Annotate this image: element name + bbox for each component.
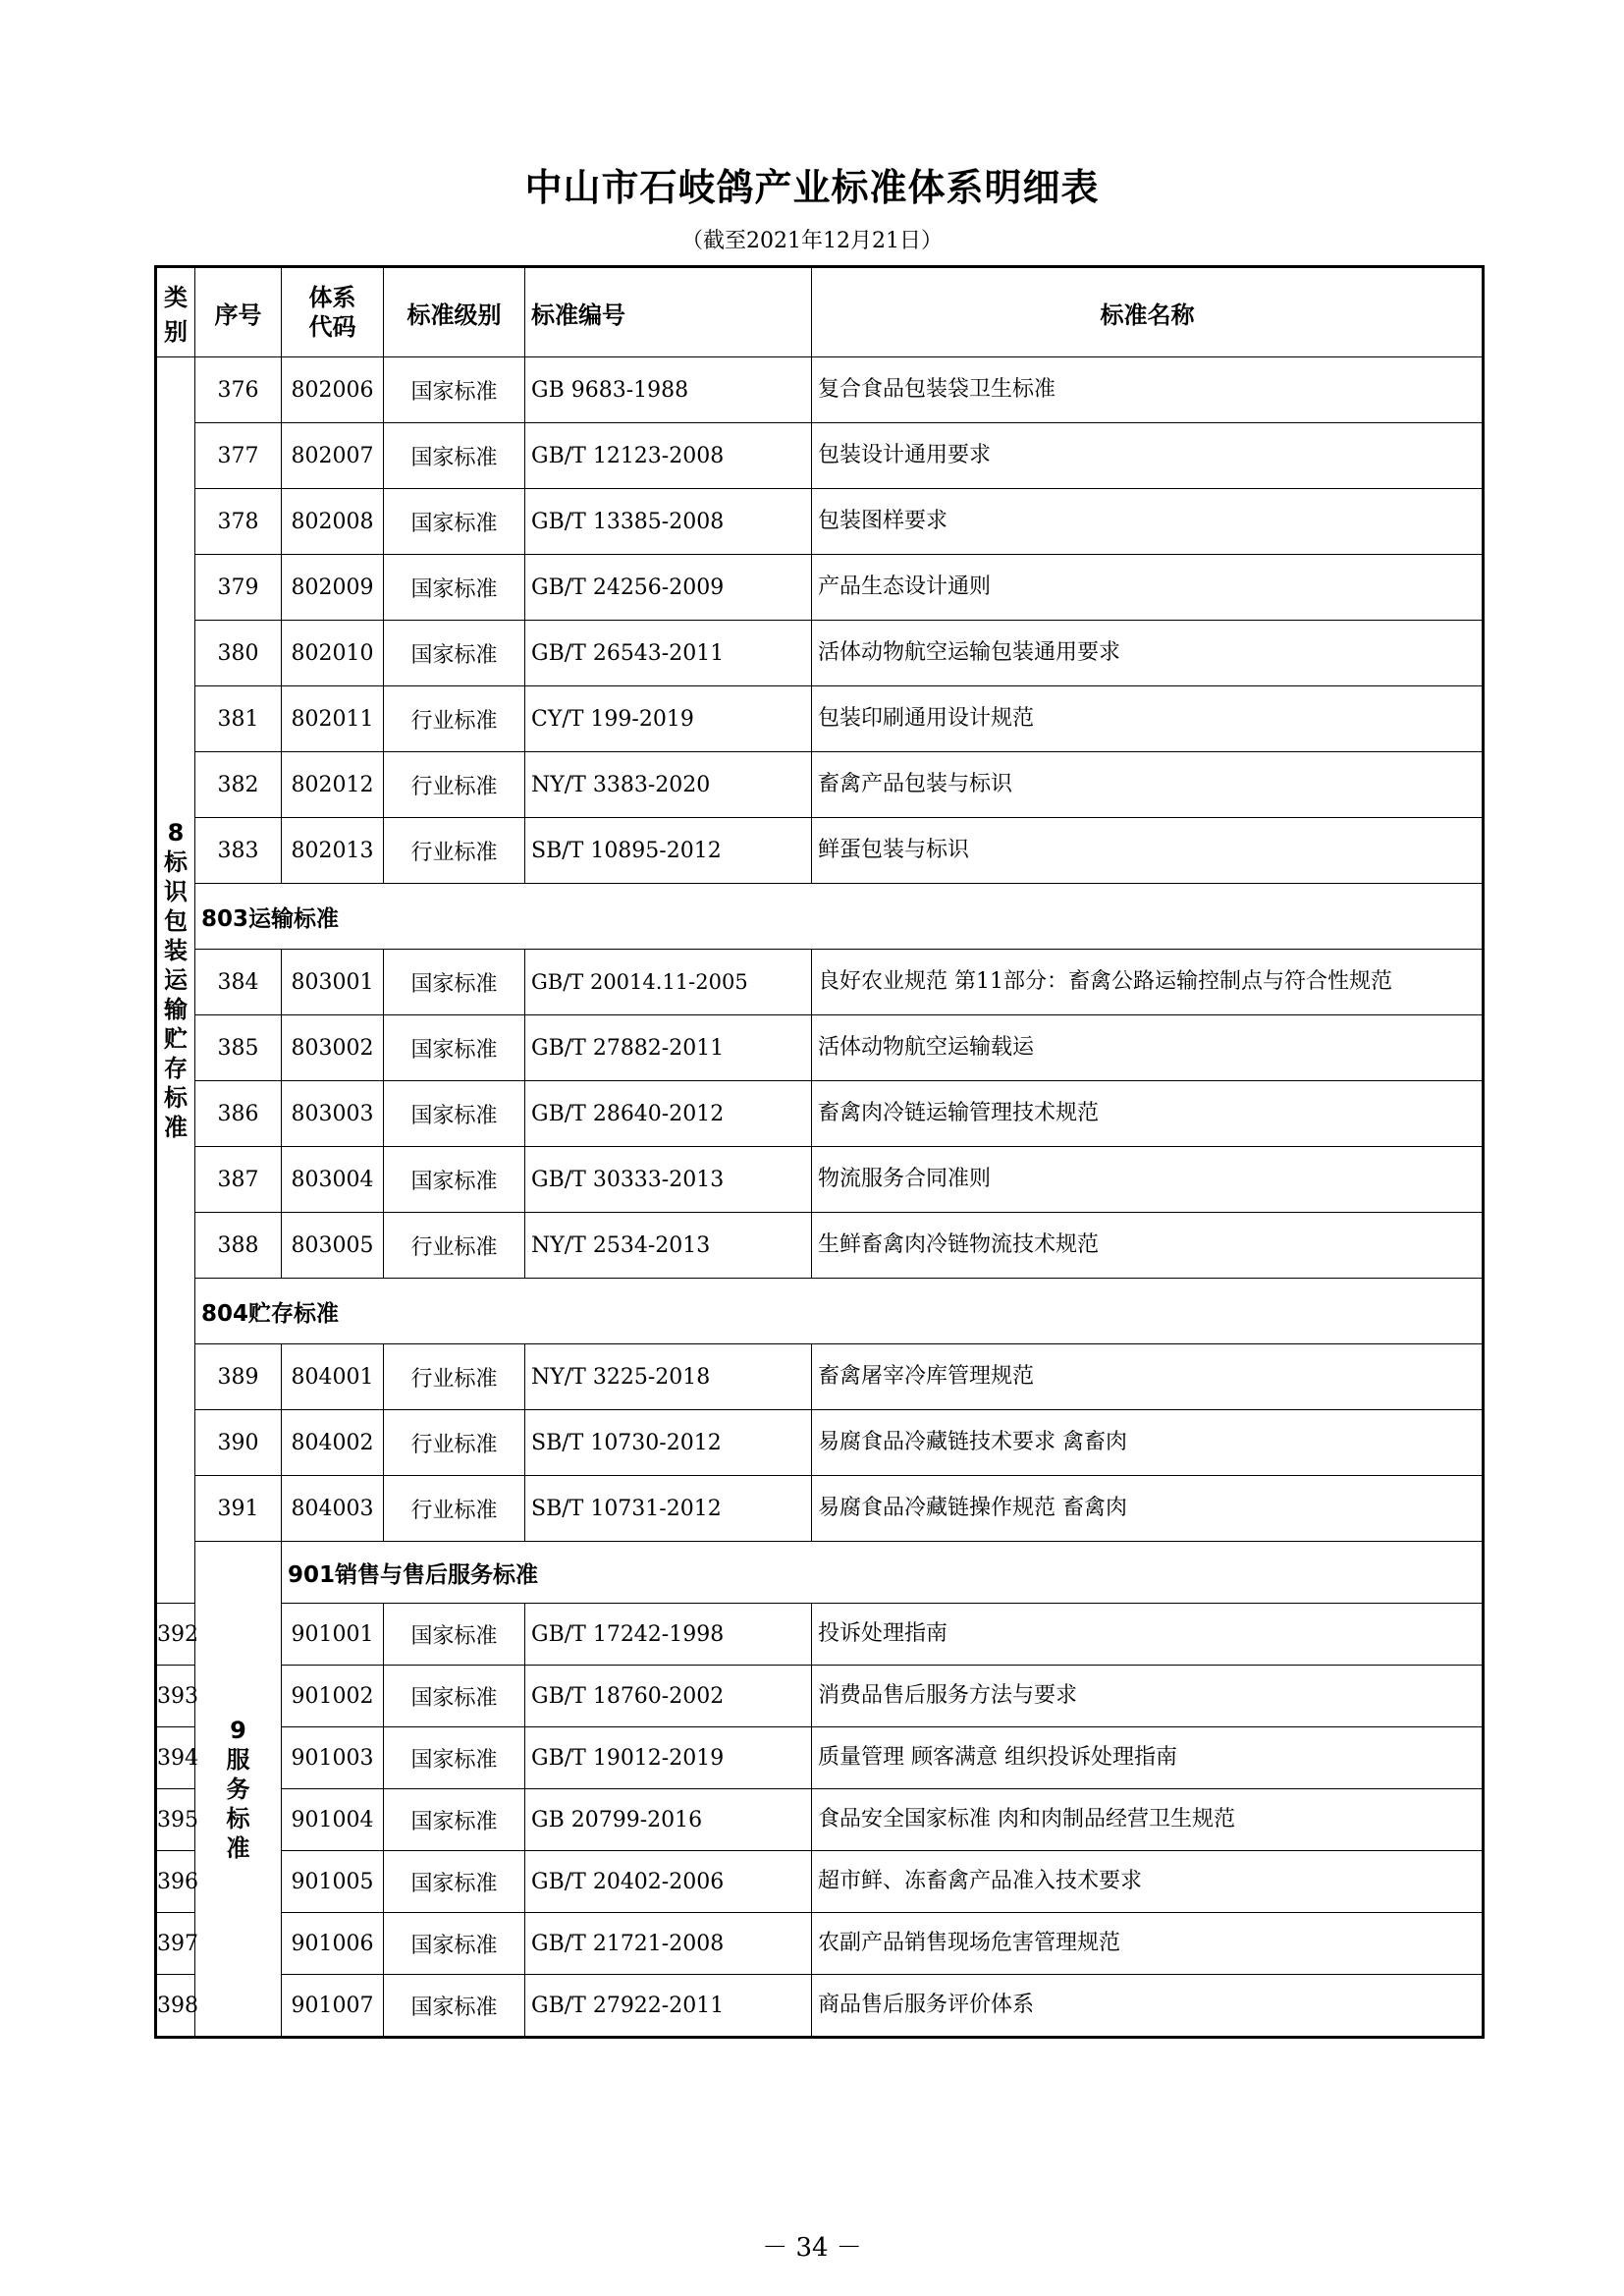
number-cell: NY/T 2534-2013 [525, 1213, 812, 1279]
seq-cell: 391 [195, 1476, 282, 1542]
name-cell: 复合食品包装袋卫生标准 [812, 357, 1484, 423]
code-cell: 802011 [282, 686, 384, 752]
name-cell: 良好农业规范 第11部分：畜禽公路运输控制点与符合性规范 [812, 950, 1484, 1015]
level-cell: 行业标准 [384, 1476, 525, 1542]
level-cell: 国家标准 [384, 1666, 525, 1727]
table-row [156, 1604, 1484, 1666]
level-cell: 行业标准 [384, 1213, 525, 1279]
code-cell: 901003 [282, 1727, 384, 1789]
table-row [156, 818, 1484, 884]
table-row [156, 1476, 1484, 1542]
name-cell: 畜禽肉冷链运输管理技术规范 [812, 1081, 1484, 1147]
table-row [156, 1913, 1484, 1975]
name-cell: 商品售后服务评价体系 [812, 1975, 1484, 2038]
name-cell: 易腐食品冷藏链技术要求 禽畜肉 [812, 1410, 1484, 1476]
code-cell: 901006 [282, 1913, 384, 1975]
subsection-row [156, 884, 1484, 950]
code-cell: 804001 [282, 1344, 384, 1410]
number-cell: SB/T 10730-2012 [525, 1410, 812, 1476]
number-cell: GB/T 19012-2019 [525, 1727, 812, 1789]
seq-cell: 395 [156, 1789, 195, 1851]
name-cell: 鲜蛋包装与标识 [812, 818, 1484, 884]
code-cell: 802009 [282, 555, 384, 621]
header-name: 标准名称 [812, 267, 1484, 357]
seq-cell: 376 [195, 357, 282, 423]
table-row [156, 1851, 1484, 1913]
number-cell: GB/T 18760-2002 [525, 1666, 812, 1727]
seq-cell: 393 [156, 1666, 195, 1727]
code-cell: 802013 [282, 818, 384, 884]
name-cell: 生鲜畜禽肉冷链物流技术规范 [812, 1213, 1484, 1279]
seq-cell: 397 [156, 1913, 195, 1975]
seq-cell: 377 [195, 423, 282, 489]
table-row [156, 489, 1484, 555]
number-cell: GB/T 20014.11-2005 [525, 950, 812, 1015]
name-cell: 超市鲜、冻畜禽产品准入技术要求 [812, 1851, 1484, 1913]
code-cell: 901002 [282, 1666, 384, 1727]
level-cell: 国家标准 [384, 621, 525, 686]
number-cell: GB 20799-2016 [525, 1789, 812, 1851]
table-row [156, 555, 1484, 621]
table-row [156, 1789, 1484, 1851]
table-row [156, 1975, 1484, 2038]
level-cell: 国家标准 [384, 1604, 525, 1666]
code-cell: 802012 [282, 752, 384, 818]
seq-cell: 396 [156, 1851, 195, 1913]
number-cell: GB/T 27922-2011 [525, 1975, 812, 2038]
header-seq: 序号 [195, 267, 282, 357]
number-cell: GB/T 28640-2012 [525, 1081, 812, 1147]
number-cell: GB/T 30333-2013 [525, 1147, 812, 1213]
number-cell: CY/T 199-2019 [525, 686, 812, 752]
level-cell: 行业标准 [384, 1410, 525, 1476]
seq-cell: 392 [156, 1604, 195, 1666]
number-cell: GB/T 12123-2008 [525, 423, 812, 489]
number-cell: NY/T 3225-2018 [525, 1344, 812, 1410]
name-cell: 包装设计通用要求 [812, 423, 1484, 489]
name-cell: 包装印刷通用设计规范 [812, 686, 1484, 752]
level-cell: 国家标准 [384, 423, 525, 489]
code-cell: 803002 [282, 1015, 384, 1081]
header-code: 体系代码 [282, 267, 384, 357]
table-header-row [156, 267, 1484, 357]
level-cell: 国家标准 [384, 1975, 525, 2038]
seq-cell: 389 [195, 1344, 282, 1410]
level-cell: 国家标准 [384, 950, 525, 1015]
number-cell: SB/T 10731-2012 [525, 1476, 812, 1542]
code-cell: 802008 [282, 489, 384, 555]
seq-cell: 390 [195, 1410, 282, 1476]
code-cell: 802006 [282, 357, 384, 423]
name-cell: 畜禽屠宰冷库管理规范 [812, 1344, 1484, 1410]
subsection-row [156, 1279, 1484, 1344]
table-row [156, 1666, 1484, 1727]
table-row [156, 752, 1484, 818]
subsection-804: 804贮存标准 [195, 1279, 1484, 1344]
name-cell: 畜禽产品包装与标识 [812, 752, 1484, 818]
code-cell: 802010 [282, 621, 384, 686]
subsection-row [156, 1542, 1484, 1604]
number-cell: GB 9683-1988 [525, 357, 812, 423]
standards-table [154, 265, 1485, 2039]
page-title: 中山市石岐鸽产业标准体系明细表 [524, 166, 1100, 209]
seq-cell: 378 [195, 489, 282, 555]
code-cell: 901004 [282, 1789, 384, 1851]
number-cell: GB/T 17242-1998 [525, 1604, 812, 1666]
subsection-901: 901销售与售后服务标准 [282, 1542, 1484, 1604]
level-cell: 行业标准 [384, 818, 525, 884]
name-cell: 包装图样要求 [812, 489, 1484, 555]
level-cell: 国家标准 [384, 1015, 525, 1081]
level-cell: 行业标准 [384, 752, 525, 818]
level-cell: 行业标准 [384, 1344, 525, 1410]
seq-cell: 398 [156, 1975, 195, 2038]
name-cell: 食品安全国家标准 肉和肉制品经营卫生规范 [812, 1789, 1484, 1851]
code-cell: 803003 [282, 1081, 384, 1147]
level-cell: 国家标准 [384, 357, 525, 423]
category-8-cell: 8标识包装运输贮存标准 [156, 357, 195, 1604]
level-cell: 国家标准 [384, 555, 525, 621]
seq-cell: 380 [195, 621, 282, 686]
level-cell: 国家标准 [384, 489, 525, 555]
header-level: 标准级别 [384, 267, 525, 357]
seq-cell: 381 [195, 686, 282, 752]
seq-cell: 379 [195, 555, 282, 621]
seq-cell: 387 [195, 1147, 282, 1213]
header-category: 类别 [156, 267, 195, 357]
number-cell: GB/T 26543-2011 [525, 621, 812, 686]
seq-cell: 394 [156, 1727, 195, 1789]
level-cell: 国家标准 [384, 1081, 525, 1147]
table-row [156, 686, 1484, 752]
table-row [156, 1147, 1484, 1213]
code-cell: 803004 [282, 1147, 384, 1213]
level-cell: 国家标准 [384, 1727, 525, 1789]
level-cell: 国家标准 [384, 1789, 525, 1851]
code-cell: 901001 [282, 1604, 384, 1666]
code-cell: 803001 [282, 950, 384, 1015]
number-cell: GB/T 20402-2006 [525, 1851, 812, 1913]
name-cell: 质量管理 顾客满意 组织投诉处理指南 [812, 1727, 1484, 1789]
table-row [156, 1344, 1484, 1410]
number-cell: NY/T 3383-2020 [525, 752, 812, 818]
name-cell: 消费品售后服务方法与要求 [812, 1666, 1484, 1727]
seq-cell: 385 [195, 1015, 282, 1081]
name-cell: 物流服务合同准则 [812, 1147, 1484, 1213]
number-cell: GB/T 21721-2008 [525, 1913, 812, 1975]
table-row [156, 1081, 1484, 1147]
page-number: － 34 － [762, 2233, 862, 2263]
page-subtitle: （截至2021年12月21日） [681, 229, 943, 253]
number-cell: SB/T 10895-2012 [525, 818, 812, 884]
table-row [156, 1727, 1484, 1789]
code-cell: 804003 [282, 1476, 384, 1542]
seq-cell: 388 [195, 1213, 282, 1279]
seq-cell: 384 [195, 950, 282, 1015]
table-row [156, 1410, 1484, 1476]
code-cell: 901005 [282, 1851, 384, 1913]
subsection-803: 803运输标准 [195, 884, 1484, 950]
number-cell: GB/T 24256-2009 [525, 555, 812, 621]
category-9-cell: 9服务标准 [195, 1542, 282, 2038]
number-cell: GB/T 13385-2008 [525, 489, 812, 555]
table-row [156, 1213, 1484, 1279]
table-row [156, 1015, 1484, 1081]
name-cell: 农副产品销售现场危害管理规范 [812, 1913, 1484, 1975]
name-cell: 活体动物航空运输包装通用要求 [812, 621, 1484, 686]
table-row [156, 423, 1484, 489]
level-cell: 行业标准 [384, 686, 525, 752]
name-cell: 易腐食品冷藏链操作规范 畜禽肉 [812, 1476, 1484, 1542]
table-row [156, 357, 1484, 423]
code-cell: 803005 [282, 1213, 384, 1279]
seq-cell: 382 [195, 752, 282, 818]
level-cell: 国家标准 [384, 1913, 525, 1975]
code-cell: 804002 [282, 1410, 384, 1476]
code-cell: 802007 [282, 423, 384, 489]
table-row [156, 621, 1484, 686]
seq-cell: 383 [195, 818, 282, 884]
code-cell: 901007 [282, 1975, 384, 2038]
name-cell: 产品生态设计通则 [812, 555, 1484, 621]
header-number: 标准编号 [525, 267, 812, 357]
name-cell: 活体动物航空运输载运 [812, 1015, 1484, 1081]
name-cell: 投诉处理指南 [812, 1604, 1484, 1666]
level-cell: 国家标准 [384, 1851, 525, 1913]
number-cell: GB/T 27882-2011 [525, 1015, 812, 1081]
seq-cell: 386 [195, 1081, 282, 1147]
level-cell: 国家标准 [384, 1147, 525, 1213]
table-row [156, 950, 1484, 1015]
